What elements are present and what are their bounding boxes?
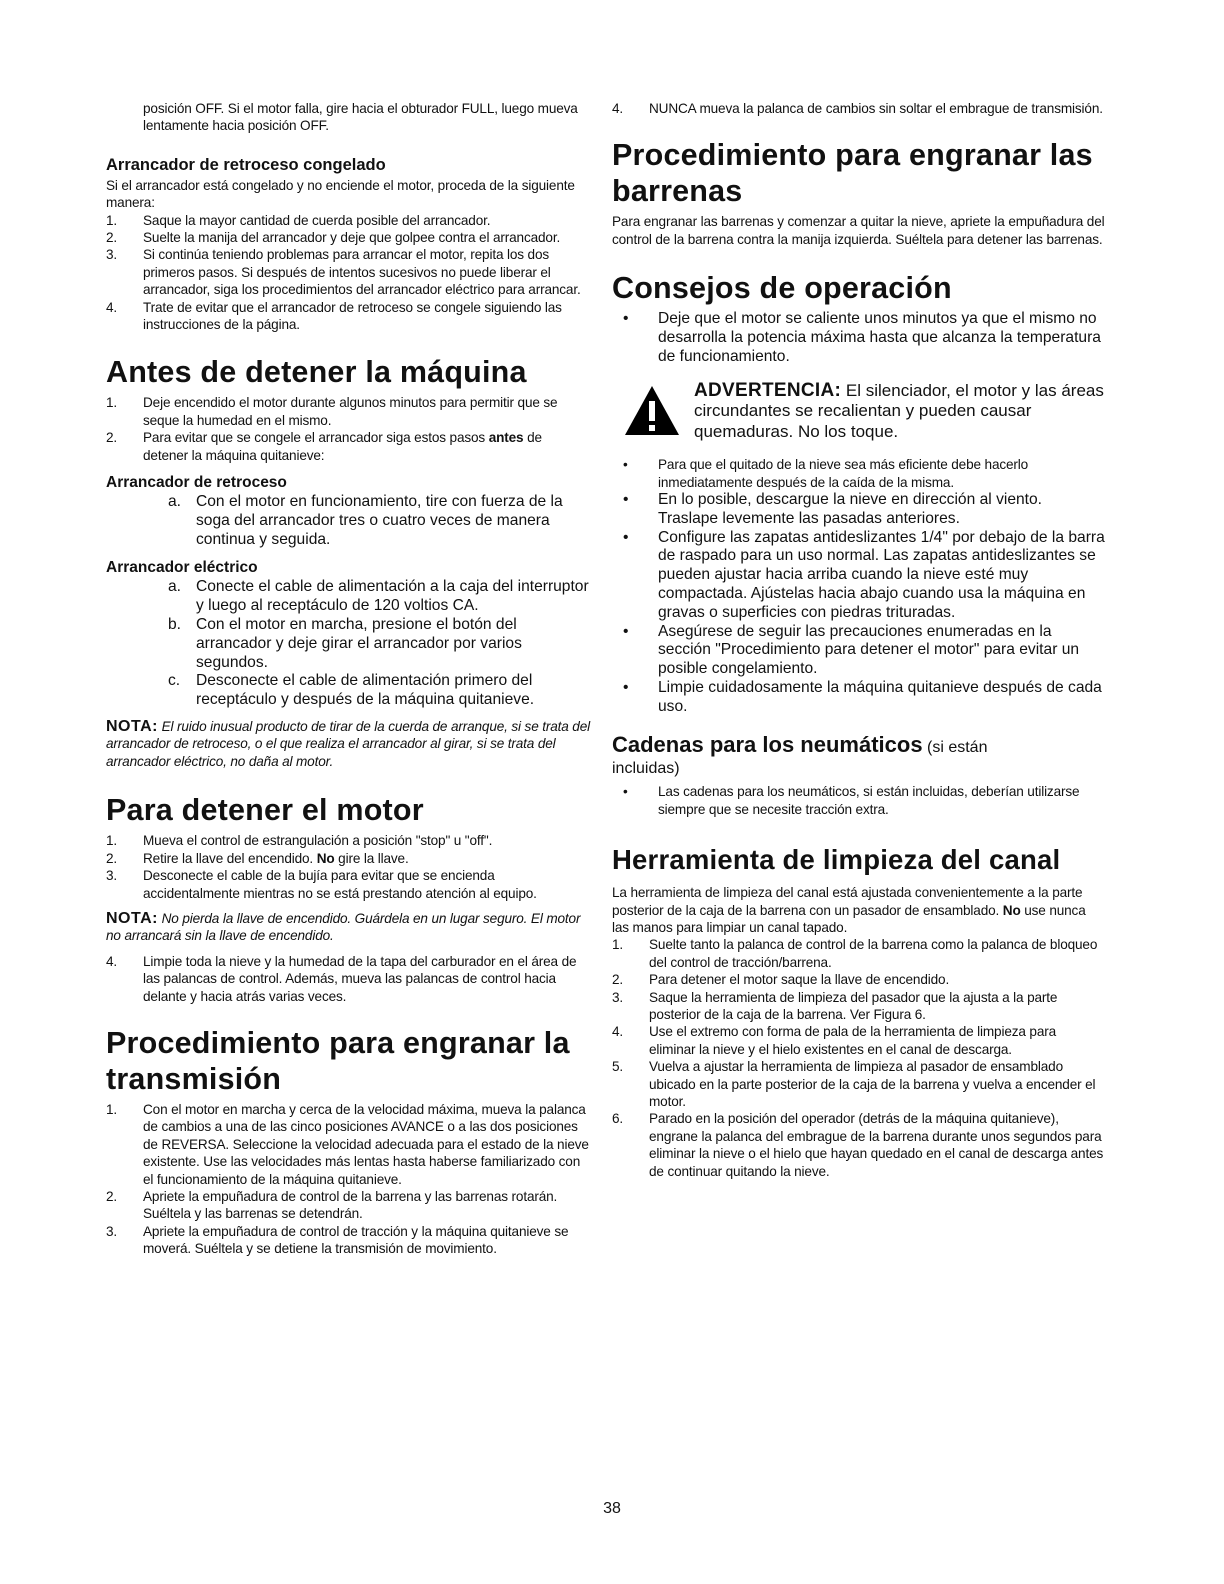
intro-paragraph: posición OFF. Si el motor falla, gire hacia el obturador FULL, luego mueva lentamente hacia posición OFF. <box>143 101 578 134</box>
list-item: 1. Deje encendido el motor durante algunos minutos para permitir que se seque la humedad en el mismo. <box>106 395 558 428</box>
list-item: • Las cadenas para los neumáticos, si están incluidas, deberían utilizarse siempre que se necesite tracción extra. <box>623 784 1080 817</box>
frozen-starter-heading: Arrancador de retroceso congelado <box>106 155 386 174</box>
cleanout-list <box>612 936 1106 1180</box>
list-item: 4. Use el extremo con forma de pala de la herramienta de limpieza para eliminar la nieve y el hielo existentes en el canal de descarga. <box>612 1024 1057 1057</box>
augers-heading: Procedimiento para engranar las barrenas <box>612 138 1093 209</box>
electric-starter-heading: Arrancador eléctrico <box>106 559 258 577</box>
list-item: 2. Apriete la empuñadura de control de la barrena y las barrenas rotarán. Suéltela y las barrenas se detendrán. <box>106 1188 558 1222</box>
frozen-starter-intro: Si el arrancador está congelado y no enciende el motor, proceda de la siguiente manera: <box>106 177 575 211</box>
list-item: a. Con el motor en funcionamiento, tire con fuerza de la soga del arrancador tres o cuatro veces de manera continua y seguida. <box>168 493 563 548</box>
list-item: 2. Para evitar que se congele el arrancador siga estos pasos antes de detener la máquina quitanieve: <box>106 430 542 463</box>
warning-block <box>622 381 1106 443</box>
list-item: 3. Si continúa teniendo problemas para arrancar el motor, repita los dos primeros pasos. Si después de intentos sucesivos no puede liberar el arrancador, siga los procedimientos del arrancador eléctrico para arrancar. <box>106 247 581 298</box>
stop-motor-heading: Para detener el motor <box>106 793 424 828</box>
electric-starter-list <box>106 578 590 710</box>
list-item: • Deje que el motor se caliente unos minutos ya que el mismo no desarrolla la potencia máxima hasta que alcanza la temperatura de funcionamiento. <box>623 310 1101 365</box>
warning-triangle-icon <box>622 383 682 437</box>
transmission-heading: Procedimiento para engranar la transmisión <box>106 1025 570 1096</box>
chains-list <box>612 783 1106 818</box>
before-stop-heading: Antes de detener la máquina <box>106 355 527 390</box>
transmission-list-cont <box>612 100 1106 117</box>
warning-text: ADVERTENCIA: El silenciador, el motor y las áreas circundantes se recalientan y pueden causar quemaduras. No los toque. <box>694 379 1104 441</box>
list-item: • Configure las zapatas antideslizantes 1/4" por debajo de la barra de raspado para un uso normal. Las zapatas antideslizantes se pueden ajustar hacia arriba cuando la nieve esté muy compactada. Ajústelas hacia abajo cuando usa la máquina en gravas o superficies con piedras trituradas. <box>623 528 1105 621</box>
cleanout-heading: Herramienta de limpieza del canal <box>612 844 1061 876</box>
list-item: 2. Para detener el motor saque la llave de encendido. <box>612 972 950 988</box>
list-item: 1. Saque la mayor cantidad de cuerda posible del arrancador. <box>106 212 491 228</box>
note-starter-noise: NOTA: El ruido inusual producto de tirar de la cuerda de arranque, si se trata del arrancador de retroceso, o el que realiza el arrancador al girar, si se trata del arrancador eléctrico, no daña al motor. <box>106 718 591 769</box>
left-column <box>106 100 590 1258</box>
list-item: 2. Retire la llave del encendido. No gire la llave. <box>106 850 409 866</box>
list-item: 5. Vuelva a ajustar la herramienta de limpieza al pasador de ensamblado ubicado en la parte posterior de la caja de la barrena y vuelva a encender el motor. <box>612 1059 1096 1109</box>
list-item: 4. Limpie toda la nieve y la humedad de la tapa del carburador en el área de las palancas de control. Además, mueva las palancas de control hacia delante y hacia atrás varias veces. <box>106 953 577 1004</box>
tips-list <box>612 456 1106 716</box>
recoil-starter-list <box>106 493 590 549</box>
transmission-list <box>106 1101 590 1258</box>
list-item: 3. Apriete la empuñadura de control de tracción y la máquina quitanieve se moverá. Suéltela y se detiene la transmisión de movimiento. <box>106 1223 569 1257</box>
list-item: 1. Con el motor en marcha y cerca de la velocidad máxima, mueva la palanca de cambios a una de las cinco posiciones AVANCE o a las dos posiciones de REVERSA. Seleccione la velocidad adecuada para el estado de la nieve existente. Use las velocidades más lentas hasta haberse familiarizado con el funcionamiento de la máquina quitanieve. <box>106 1101 589 1187</box>
before-stop-list <box>106 394 590 464</box>
stop-motor-list-cont <box>106 953 590 1005</box>
list-item: • En lo posible, descargue la nieve en dirección al viento. Traslape levemente las pasadas anteriores. <box>623 490 1043 527</box>
list-item: • Para que el quitado de la nieve sea más eficiente debe hacerlo inmediatamente después de la caída de la misma. <box>623 457 1029 490</box>
list-item: • Limpie cuidadosamente la máquina quitanieve después de cada uso. <box>623 678 1102 715</box>
note-ignition-key: NOTA: No pierda la llave de encendido. Guárdela en un lugar seguro. El motor no arrancará sin la llave de encendido. <box>106 909 581 944</box>
list-item: b. Con el motor en marcha, presione el botón del arrancador y deje girar el arrancador por varios segundos. <box>168 616 522 671</box>
list-item: 1. Mueva el control de estrangulación a posición "stop" u "off". <box>106 833 493 849</box>
list-item: 3. Desconecte el cable de la bujía para evitar que se encienda accidentalmente mientras no se está prestando atención al equipo. <box>106 868 537 901</box>
list-item: • Asegúrese de seguir las precauciones enumeradas en la sección "Procedimiento para detener el motor" para evitar un posible congelamiento. <box>623 622 1080 678</box>
tips-heading: Consejos de operación <box>612 271 952 306</box>
recoil-starter-heading: Arrancador de retroceso <box>106 474 287 492</box>
tips-first-list <box>612 310 1106 366</box>
list-item: 4. NUNCA mueva la palanca de cambios sin soltar el embrague de transmisión. <box>612 101 1103 116</box>
list-item: 6. Parado en la posición del operador (detrás de la máquina quitanieve), engrane la palanca del embrague de la barrena durante unos segundos para eliminar la nieve o el hielo que hayan quedado en el canal de descarga antes de continuar quitando la nieve. <box>612 1111 1104 1179</box>
stop-motor-list <box>106 832 590 902</box>
frozen-starter-list <box>106 212 590 334</box>
chains-heading: Cadenas para los neumáticos (si están <box>612 732 988 758</box>
list-item: 4. Trate de evitar que el arrancador de retroceso se congele siguiendo las instrucciones de la página. <box>106 299 562 333</box>
augers-text: Para engranar las barrenas y comenzar a quitar la nieve, apriete la empuñadura del control de la barrena contra la manija izquierda. Suéltela para detener las barrenas. <box>612 214 1105 247</box>
list-item: 1. Suelte tanto la palanca de control de la barrena como la palanca de bloqueo del control de tracción/barrena. <box>612 937 1098 970</box>
list-item: a. Conecte el cable de alimentación a la caja del interruptor y luego al receptáculo de 120 voltios CA. <box>168 578 589 615</box>
chains-heading-cont: incluidas) <box>612 760 680 778</box>
cleanout-intro: La herramienta de limpieza del canal está ajustada convenientemente a la parte posterior de la caja de la barrena con un pasador de ensamblado. No use nunca las manos para limpiar un canal tapado. <box>612 885 1086 935</box>
page-number: 38 <box>603 1500 621 1517</box>
list-item: 3. Saque la herramienta de limpieza del pasador que la ajusta a la parte posterior de la caja de la barrena. Ver Figura 6. <box>612 989 1058 1022</box>
list-item: 2. Suelte la manija del arrancador y deje que golpee contra el arrancador. <box>106 230 561 246</box>
right-column <box>612 100 1106 1180</box>
list-item: c. Desconecte el cable de alimentación primero del receptáculo y después de la máquina quitanieve. <box>168 672 535 709</box>
